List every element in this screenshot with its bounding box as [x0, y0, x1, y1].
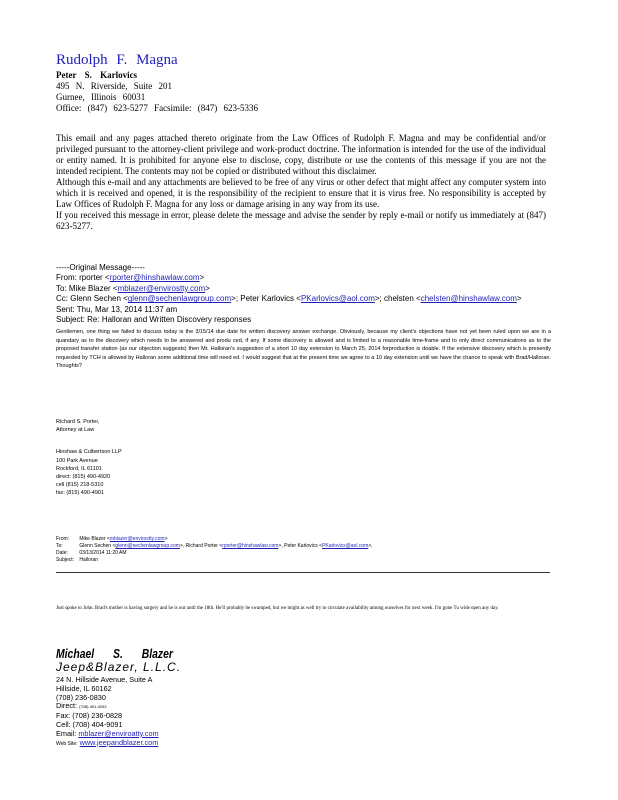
from-email-link[interactable]: rporter@hinshawlaw.com — [109, 273, 200, 283]
to-email-link[interactable]: mblazer@envirostty.com — [117, 283, 206, 293]
signature-name: Richard S. Porter, — [56, 419, 100, 425]
fwd-from-close: > — [164, 536, 168, 542]
signature-fax: fax: (815) 490-4901 — [56, 490, 105, 497]
subject-label: Subject: — [56, 315, 85, 325]
blazer-website-line — [56, 739, 159, 749]
cc-close: > — [516, 294, 522, 304]
fwd-date-label: Date: — [56, 550, 68, 556]
blazer-website-link[interactable]: www.jeepandblazer.com — [79, 737, 159, 747]
fwd-from-line — [56, 536, 373, 543]
message-body: Gentlemen, one thing we failed to discuss today is the 3/15/14 due date for written discovery answer exchange. Obviously, because my client's objections have not yet been ruled upon we are in a quandary as to the discovery which needs to be answered and produ ced, if any. If some discovery is allowed and is limited to a reasonable time-frame and to only direct communications as to the proposed transfer station (as our objection suggests) then Mr. Halloran's suggestion of a short 10 day extension to March 25, 2014 forproduction is doable. If the extensive discovery which is presently requested by TCH is allowed by Halloran some additional time will need ed. I would suggest that at the present time we agree to a 10 day extension until we have the chance to speak with Brad/Halloran. Thoughts? — [56, 329, 551, 369]
to-line — [56, 284, 522, 294]
fwd-subject-label: Subject: — [56, 557, 75, 563]
fwd-to-line — [56, 543, 373, 550]
blazer-street: 24 N. Hillside Avenue, Suite A — [56, 675, 153, 684]
signature-title: Attorney at Law — [56, 427, 95, 434]
fwd-to-name: >, Peter Karlovics < — [278, 543, 323, 549]
blazer-phone: (708) 236-0830 — [56, 692, 106, 702]
sent-date: Thu, Mar 13, 2014 11:37 am — [76, 304, 178, 314]
cc-name: >; chelsten < — [374, 294, 421, 304]
disclaimer-paragraph: Although this e-mail and any attachments are believed to be free of any virus or other defect that might affect any computer system into which it is received and opened, it is the responsibility of the recipient to ensure that it is virus free. No responsibility is accepted by Law Offices of Rudolph F. Magna for any loss or damage arising in any way from its use. — [56, 177, 546, 209]
attorney-name: Peter S. Karlovics — [56, 70, 138, 80]
subject-text: Re: Halloran and Written Discovery responses — [87, 315, 252, 325]
blazer-direct: (708) 491-0033 — [79, 704, 107, 710]
blazer-signature-name: Michael S. Blazer — [56, 646, 173, 661]
cc-email-link[interactable]: chelsten@hinshawlaw.com — [420, 294, 517, 304]
forwarded-header — [56, 536, 373, 564]
cc-name: >; Peter Karlovics < — [231, 294, 301, 304]
disclaimer — [56, 133, 546, 232]
subject-line — [56, 315, 522, 325]
from-name: rporter < — [79, 273, 110, 283]
fwd-from-label: From: — [56, 536, 70, 542]
signature-street: 100 Park Avenue — [56, 457, 98, 464]
sent-line — [56, 305, 522, 315]
fwd-subject: Halloran — [79, 557, 99, 563]
signature-city: Rockford, IL 61101 — [56, 465, 102, 472]
blazer-signature-firm: Jeep&Blazer, L.L.C. — [56, 660, 182, 674]
fwd-to-name: >, Richard Porter < — [179, 543, 223, 549]
disclaimer-paragraph: This email and any pages attached thereto originate from the Law Offices of Rudolph F. Magna and may be confidential and/or privileged pursuant to the attorney-client privilege and work-product doctrine. The information is intended for the use of the individual or entity named. It is prohibited for anyone else to disclose, copy, distribute or use the contents of this message if you are not the intended recipient. The contents may not be copied or distributed without this disclaimer. — [56, 133, 546, 176]
blazer-cell: Cell: (708) 404-9091 — [56, 719, 123, 729]
blazer-signature — [56, 676, 159, 748]
blazer-email-link[interactable]: mblazer@enviroatty.com — [78, 728, 159, 738]
cc-email-link[interactable]: PKarlovics@aol.com — [300, 294, 375, 304]
signature-direct: direct: (815) 490-4920 — [56, 474, 111, 481]
signature-cell: cell (815) 218-5310 — [56, 482, 104, 489]
cc-label: Cc: — [56, 294, 68, 304]
fwd-to-email-link[interactable]: PKarlovics@aol.com — [322, 543, 369, 549]
fwd-to-email-link[interactable]: glenn@sechenlawgroup.com — [115, 543, 180, 549]
divider-line — [56, 572, 550, 573]
to-name: Mike Blazer < — [68, 283, 118, 293]
letterhead-address — [56, 70, 258, 114]
firm-name: Rudolph F. Magna — [56, 52, 178, 68]
original-message-header — [56, 263, 522, 325]
fwd-date-line — [56, 550, 373, 557]
office-phone: Office: (847) 623-5277 Facsimile: (847) 623-5336 — [56, 103, 259, 113]
address-line-1: 495 N. Riverside, Suite 201 — [56, 81, 172, 91]
disclaimer-paragraph: If you received this message in error, please delete the message and advise the sender by reply e-mail or notify us immediately at (847) 623-5277. — [56, 210, 546, 231]
to-label: To: — [56, 283, 67, 293]
blazer-website-label: Web Site: — [56, 740, 78, 747]
fwd-date: 03/13/2014 11:20 AM — [79, 550, 127, 556]
signature-firm: Hinshaw & Culbertson LLP — [56, 449, 122, 456]
porter-signature — [56, 418, 122, 498]
cc-name: Glenn Sechen < — [70, 294, 128, 304]
blazer-city: Hillside, IL 60162 — [56, 683, 112, 693]
cc-email-link[interactable]: glenn@sechenlawgroup.com — [127, 294, 232, 304]
from-line — [56, 273, 522, 283]
fwd-to-email-link[interactable]: rporter@hinshawlaw.com — [222, 543, 279, 549]
to-close: > — [205, 283, 210, 293]
from-close: > — [199, 273, 205, 283]
fwd-to-name: Glenn Sechen < — [79, 543, 116, 549]
blazer-email-label: Email: — [56, 728, 77, 738]
blazer-fax: Fax: (708) 236-0828 — [56, 711, 123, 721]
blazer-direct-label: Direct: — [56, 701, 78, 711]
fwd-to-label: To: — [56, 543, 63, 549]
original-message-divider: -----Original Message----- — [56, 263, 145, 272]
sent-label: Sent: — [56, 304, 75, 314]
fwd-to-close: >, — [368, 543, 373, 549]
cc-line — [56, 294, 522, 304]
fwd-from-email-link[interactable]: mblazer@envirostty.com — [109, 536, 165, 542]
from-label: From: — [56, 273, 77, 283]
note-text: Just spoke to John. Brad's mother is having surgery and he is out until the 18th. He'll probably be swamped, but we might as well try to circulate availability among ourselves for next week. I'm gone Tu wide open any day. — [56, 606, 499, 611]
address-line-2: Gurnee, Illinois 60031 — [56, 92, 146, 102]
fwd-from-name: Mike Blazer < — [79, 536, 110, 542]
fwd-subject-line — [56, 557, 373, 564]
